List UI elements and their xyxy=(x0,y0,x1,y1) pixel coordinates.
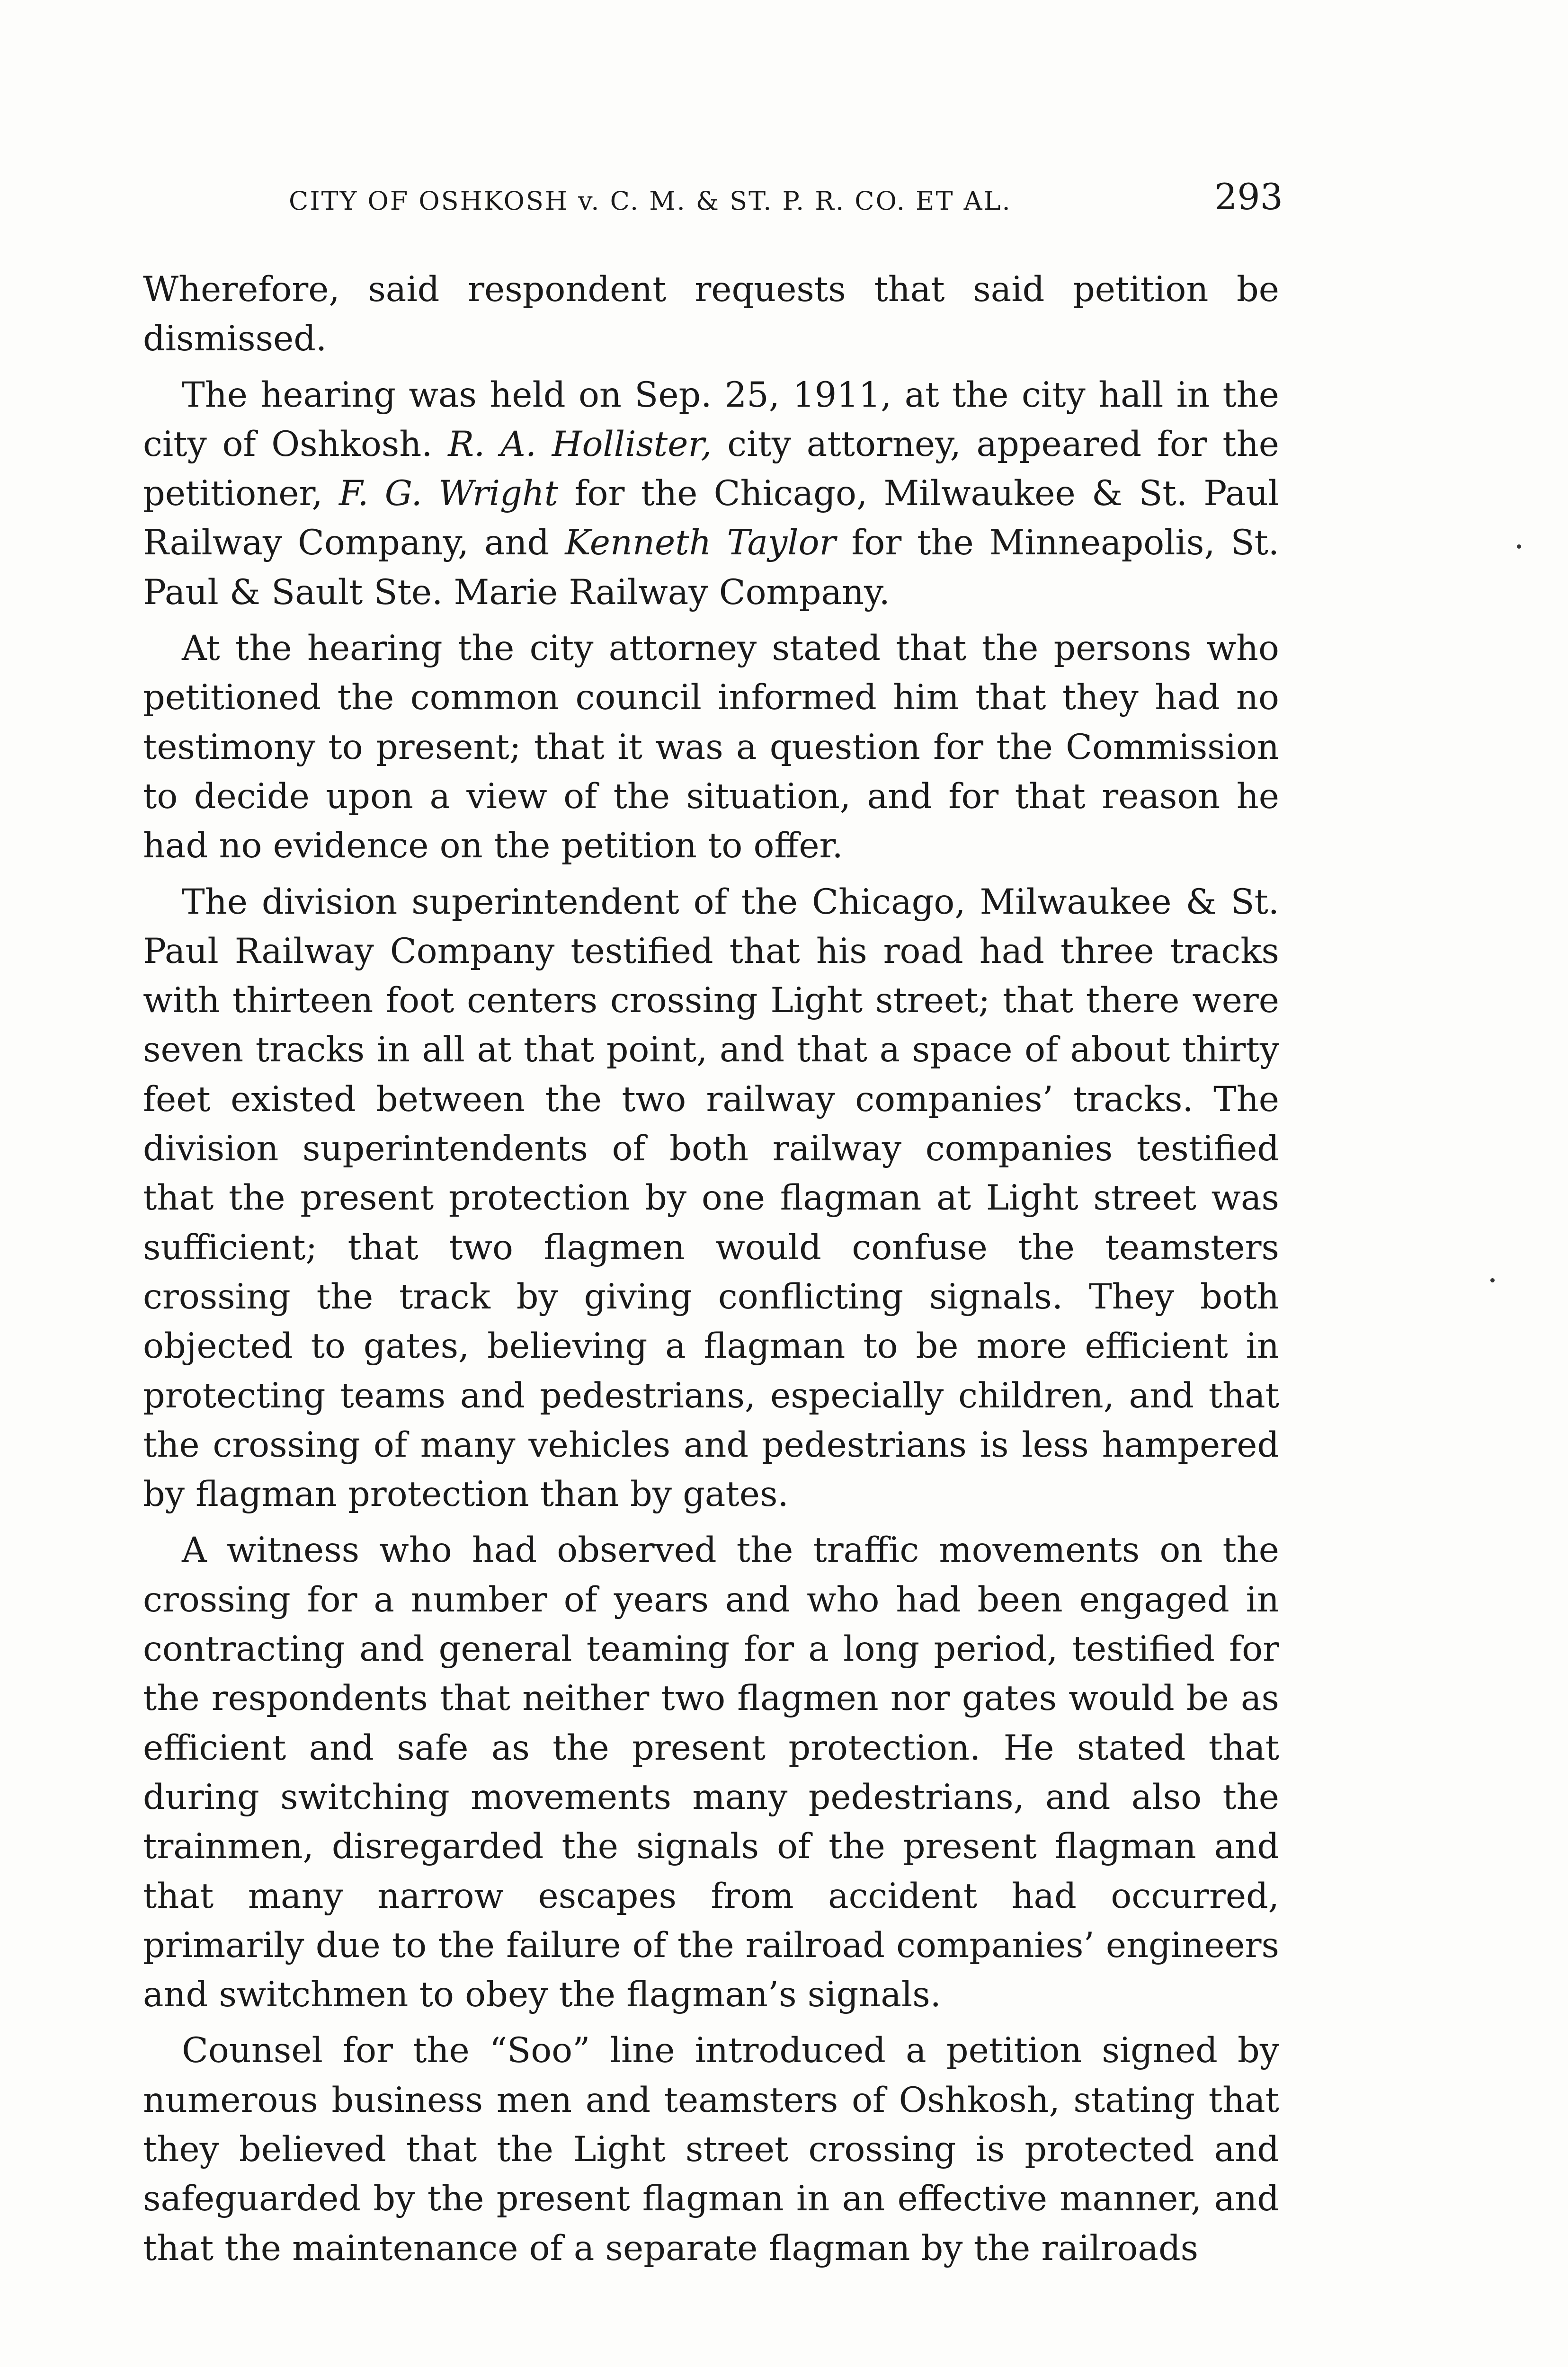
hearing-text-4: for the Minneapolis, St. Paul & Sault Ste. Marie Railway Company. xyxy=(143,523,1279,613)
paragraph-dismissal-request: Wherefore, said respondent requests that said petition be dismissed. xyxy=(143,269,1279,359)
attorney-name-wright: F. G. Wright xyxy=(339,473,559,514)
attorney-name-taylor: Kenneth Taylor xyxy=(565,523,836,563)
paragraph-superintendent-testimony: The division superintendent of the Chicago, Milwaukee & St. Paul Railway Company testified that his road had three tracks with thirteen foot centers crossing Light street; that there were seven tracks in all at that point, and that a space of about thirty feet existed between the two railway companies’ tracks. The division superintendents of both railway companies testified that the present protection by one flagman at Light street was sufficient; that two flagmen would confuse the teamsters crossing the track by giving conflicting signals. They both objected to gates, believing a flagman to be more efficient in protecting teams and pedestrians, especially children, and that the crossing of many vehicles and pedestrians is less hampered by flagman protection than by gates. xyxy=(143,881,1279,1515)
paragraph-witness-testimony: A witness who had observed the traffic movements on the crossing for a number of years and who had been engaged in contracting and general teaming for a long period, testified for the respondents that neither two flagmen nor gates would be as efficient and safe as the present protection. He stated that during switching movements many pedestrians, and also the trainmen, disregarded the signals of the present flagman and that many narrow escapes from accident had occurred, primarily due to the failure of the railroad companies’ engineers and switchmen to obey the flagman’s signals. xyxy=(143,1530,1279,2015)
running-title: CITY OF OSHKOSH v. C. M. & ST. P. R. CO. ET AL. xyxy=(289,186,1012,216)
paragraph-soo-line-petition: Counsel for the “Soo” line introduced a petition signed by numerous business men and teamsters of Oshkosh, stating that they believed that the Light street crossing is protected and safeguarded by the present flagman in an effective manner, and that the maintenance of a separate flagman by the railroads xyxy=(143,2030,1279,2269)
scan-speck xyxy=(1517,544,1521,549)
hearing-text-3: for the Chicago, Milwaukee & St. Paul Railway Company, and xyxy=(143,473,1279,563)
paragraph-hearing-details xyxy=(143,371,1279,617)
body-text xyxy=(143,265,1279,2273)
page-number: 293 xyxy=(1214,176,1283,218)
scan-speck xyxy=(1490,1278,1495,1282)
running-head xyxy=(142,173,1283,220)
hearing-text-1: The hearing was held on Sep. 25, 1911, at the city hall in the city of Oshkosh. xyxy=(143,374,1279,464)
paragraph-city-attorney-statement: At the hearing the city attorney stated that the persons who petitioned the common council informed him that they had no testimony to present; that it was a question for the Commission to decide upon a view of the situation, and for that reason he had no evidence on the petition to offer. xyxy=(143,628,1279,866)
hearing-text-2: city attorney, appeared for the petitioner, xyxy=(143,424,1279,514)
attorney-name-hollister: R. A. Hollister, xyxy=(448,424,712,464)
